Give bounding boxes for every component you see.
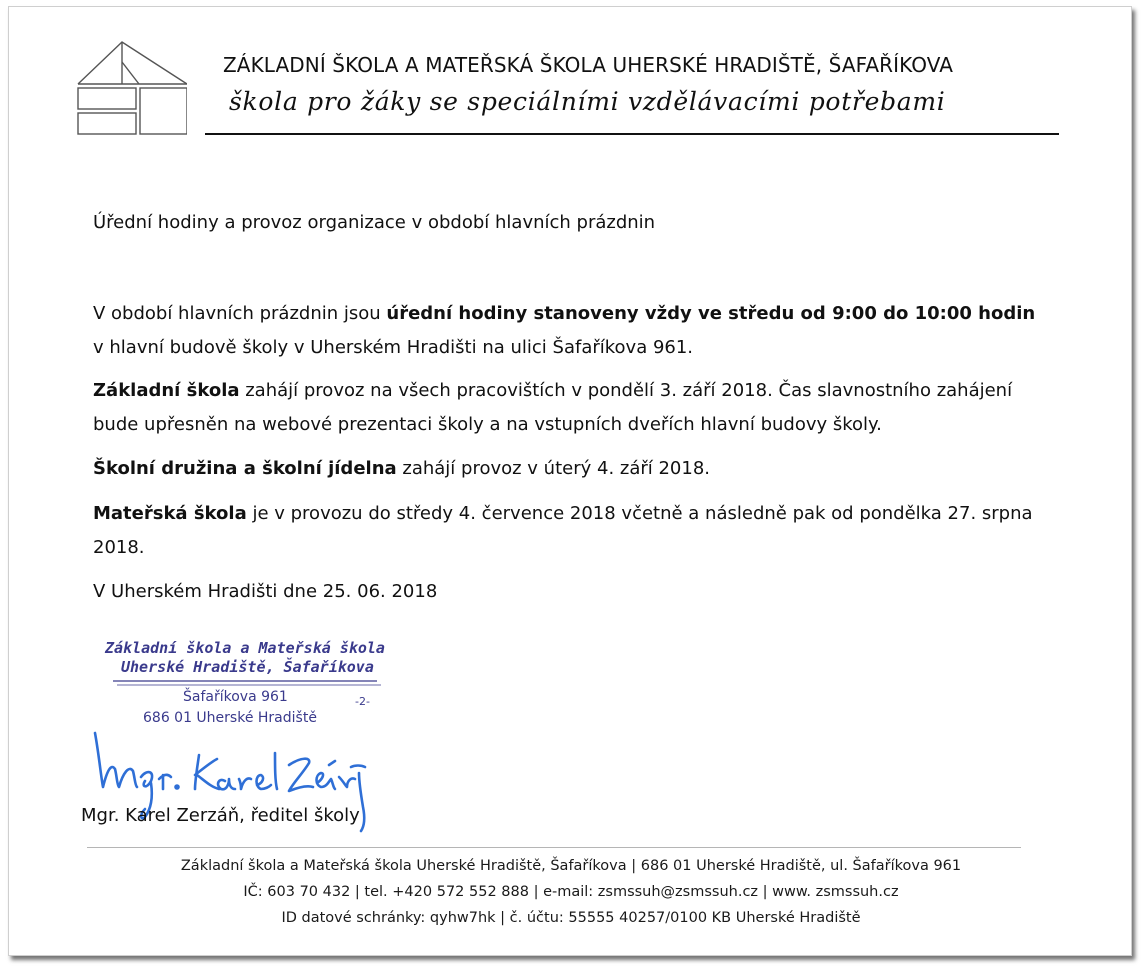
- paragraph-basic-school: [93, 374, 1012, 442]
- school-name: ZÁKLADNÍ ŠKOLA A MATEŘSKÁ ŠKOLA UHERSKÉ HRADIŠTĚ, ŠAFAŘÍKOVA: [223, 53, 954, 77]
- letter-page: [8, 6, 1132, 956]
- footer-contacts: IČ: 603 70 432 | tel. +420 572 552 888 | e-mail: zsmssuh@zsmssuh.cz | www. zsmssuh.cz: [243, 884, 899, 900]
- p3-text: zahájí provoz v úterý 4. září 2018.: [396, 458, 711, 479]
- p1-text: V období hlavních prázdnin jsou: [93, 303, 387, 324]
- paragraph-kindergarten: [93, 497, 1033, 565]
- paragraph-after-school-club: [93, 452, 710, 486]
- p4-text: je v provozu do středy 4. července 2018 včetně a následně pak od pondělka 27. srpna: [246, 503, 1033, 524]
- p3-bold: Školní družina a školní jídelna: [93, 458, 397, 479]
- p4-bold: Mateřská škola: [93, 503, 247, 524]
- header-divider: [205, 133, 1059, 135]
- footer-address: Základní škola a Mateřská škola Uherské Hradiště, Šafaříkova | 686 01 Uherské Hradiště, ul. Šafaříkova 961: [180, 858, 962, 874]
- stamp-line-3: Šafaříkova 961: [183, 689, 288, 705]
- footer-bank: ID datové schránky: qyhw7hk | č. účtu: 55555 40257/0100 KB Uherské Hradiště: [281, 910, 861, 926]
- place-date: V Uherském Hradišti dne 25. 06. 2018: [93, 581, 438, 602]
- school-tagline: škola pro žáky se speciálními vzdělávacími potřebami: [229, 87, 946, 116]
- stamp-line-2: Uherské Hradiště, Šafaříkova: [121, 658, 374, 676]
- stamp-line-1: Základní škola a Mateřská škola: [105, 639, 385, 657]
- p4-line2: 2018.: [93, 537, 145, 558]
- p2-bold: Základní škola: [93, 380, 240, 401]
- signer-name: Mgr. Karel Zerzáň, ředitel školy: [81, 805, 360, 826]
- p2-line2: bude upřesněn na webové prezentaci školy a na vstupních dveřích hlavní budovy školy.: [93, 414, 882, 435]
- p1-bold: úřední hodiny stanoveny vždy ve středu od 9:00 do 10:00 hodin: [386, 303, 1036, 324]
- document-heading: Úřední hodiny a provoz organizace v období hlavních prázdnin: [93, 212, 656, 233]
- paragraph-office-hours: [93, 297, 1035, 365]
- footer: [9, 853, 1133, 931]
- stamp-mark: -2-: [355, 695, 370, 708]
- p1-line2: v hlavní budově školy v Uherském Hradišti na ulici Šafaříkova 961.: [93, 337, 694, 358]
- footer-divider: [87, 847, 1021, 848]
- school-logo-icon: [77, 40, 187, 136]
- official-stamp-icon: [99, 625, 399, 725]
- stamp-line-4: 686 01 Uherské Hradiště: [143, 710, 317, 725]
- p2-text: zahájí provoz na všech pracovištích v pondělí 3. září 2018. Čas slavnostního zahájení: [239, 380, 1013, 401]
